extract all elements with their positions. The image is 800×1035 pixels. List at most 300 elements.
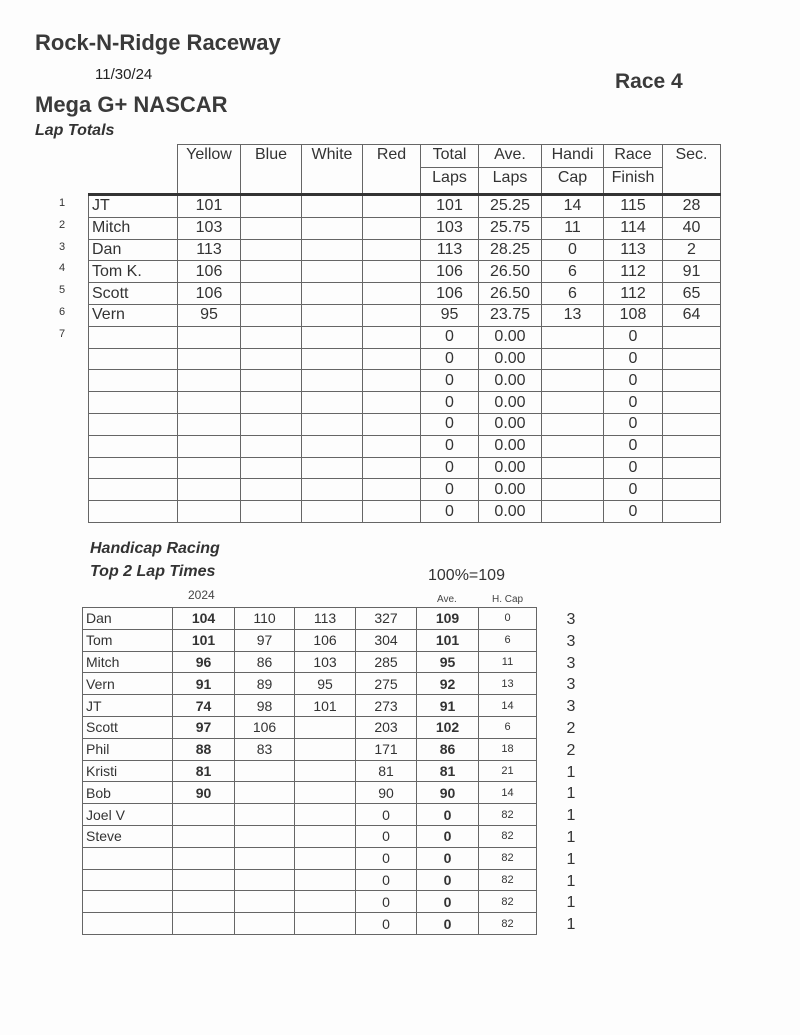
time-cell [173,804,235,826]
driver-cell: Tom K. [89,261,178,283]
row-number: 4 [58,262,66,275]
time-cell: 6 [479,629,537,651]
lap-cell [542,326,604,348]
time-cell: 96 [173,651,235,673]
handicap-row [83,825,537,847]
lap-cell [302,283,363,305]
hcap-label: H. Cap [492,594,524,605]
race-count: 3 [566,676,576,694]
row-number: 3 [58,240,66,253]
lap-cell [663,435,721,457]
time-cell: 101 [417,629,479,651]
lap-cell: 108 [604,304,663,326]
time-cell: 0 [417,913,479,935]
lap-cell [302,370,363,392]
time-cell: 86 [235,651,295,673]
time-cell [235,804,295,826]
lap-totals-row [89,435,721,457]
lap-cell: 0.00 [479,348,542,370]
lap-cell [178,479,241,501]
time-cell: 304 [356,629,417,651]
header-corner [89,145,178,195]
handicap-row [83,695,537,717]
handicap-row [83,804,537,826]
time-cell: 81 [417,760,479,782]
lap-cell [363,479,421,501]
lap-cell: 65 [663,283,721,305]
lap-cell: 0.00 [479,413,542,435]
lap-cell [663,370,721,392]
time-cell [295,782,356,804]
time-cell: 275 [356,673,417,695]
time-cell: 0 [417,847,479,869]
time-cell: 74 [173,695,235,717]
lap-totals-row [89,370,721,392]
handicap-row [83,608,537,630]
time-cell: 86 [417,738,479,760]
lap-cell: 106 [421,261,479,283]
racer-name-cell [83,913,173,935]
time-cell: 0 [356,847,417,869]
lap-cell: 0 [421,435,479,457]
driver-cell: Vern [89,304,178,326]
lap-cell [241,304,302,326]
race-count: 2 [566,719,576,737]
lap-cell [363,304,421,326]
lap-cell [363,261,421,283]
lap-cell: 115 [604,195,663,218]
racer-name-cell: Steve [83,825,173,847]
time-cell [295,825,356,847]
time-cell [235,891,295,913]
row-number: 1 [58,197,66,209]
race-count: 1 [566,763,576,781]
lap-cell [363,326,421,348]
lap-cell: 0 [604,326,663,348]
lap-cell: 0.00 [479,370,542,392]
col-race-finish: Race Finish [604,145,663,195]
race-count: 3 [566,698,576,716]
driver-cell [89,326,178,348]
lap-cell [363,283,421,305]
lap-cell [178,348,241,370]
time-cell: 89 [235,673,295,695]
lap-cell: 0 [421,348,479,370]
lap-cell: 14 [542,195,604,218]
race-number: Race 4 [615,70,683,93]
raceway-title: Rock-N-Ridge Raceway [35,30,281,55]
lap-cell: 91 [663,261,721,283]
lap-cell [542,348,604,370]
time-cell [173,891,235,913]
lap-cell [302,348,363,370]
lap-cell [302,217,363,239]
race-count: 3 [566,654,576,672]
lap-cell [363,457,421,479]
lap-cell: 11 [542,217,604,239]
lap-cell: 0 [604,348,663,370]
lap-cell [363,217,421,239]
lap-cell: 25.25 [479,195,542,218]
lap-totals-row [89,195,721,218]
lap-cell: 101 [178,195,241,218]
lap-cell [178,392,241,414]
row-number: 7 [58,327,66,340]
time-cell: 285 [356,651,417,673]
time-cell: 97 [173,716,235,738]
time-cell: 0 [417,869,479,891]
time-cell: 81 [356,760,417,782]
percent-baseline: 100%=109 [428,567,505,584]
lap-totals-row [89,501,721,523]
time-cell: 0 [356,825,417,847]
handicap-row [83,869,537,891]
time-cell: 0 [356,869,417,891]
time-cell [173,825,235,847]
col-white: White [302,145,363,195]
time-cell [173,913,235,935]
lap-cell [241,283,302,305]
lap-totals-header-row [89,145,721,195]
lap-cell: 0.00 [479,326,542,348]
lap-cell: 0.00 [479,501,542,523]
lap-cell: 23.75 [479,304,542,326]
lap-cell [542,435,604,457]
lap-cell [663,501,721,523]
time-cell: 0 [417,891,479,913]
lap-cell [302,413,363,435]
lap-totals-row [89,348,721,370]
lap-cell: 0 [421,479,479,501]
race-count: 3 [566,632,576,650]
racer-name-cell [83,847,173,869]
lap-cell: 106 [421,283,479,305]
lap-cell [241,326,302,348]
time-cell [235,913,295,935]
time-cell: 97 [235,629,295,651]
lap-cell [302,239,363,261]
time-cell [295,913,356,935]
lap-cell [302,326,363,348]
time-cell [295,716,356,738]
time-cell: 82 [479,869,537,891]
time-cell [235,825,295,847]
time-cell: 81 [173,760,235,782]
time-cell: 106 [235,716,295,738]
lap-cell [302,479,363,501]
time-cell: 90 [173,782,235,804]
lap-cell [302,435,363,457]
col-red: Red [363,145,421,195]
lap-cell: 0 [604,370,663,392]
time-cell: 91 [417,695,479,717]
lap-cell [241,435,302,457]
lap-cell [663,326,721,348]
time-cell: 0 [417,804,479,826]
time-cell: 90 [356,782,417,804]
handicap-row [83,782,537,804]
driver-cell [89,457,178,479]
lap-cell: 2 [663,239,721,261]
time-cell [235,869,295,891]
lap-cell: 0.00 [479,392,542,414]
time-cell: 0 [356,804,417,826]
time-cell: 113 [295,608,356,630]
driver-cell [89,479,178,501]
time-cell: 6 [479,716,537,738]
racer-name-cell: Phil [83,738,173,760]
lap-cell [302,304,363,326]
time-cell: 109 [417,608,479,630]
lap-cell [178,413,241,435]
lap-totals-row [89,413,721,435]
lap-cell: 64 [663,304,721,326]
lap-totals-row [89,283,721,305]
handicap-row [83,891,537,913]
lap-cell: 0 [604,392,663,414]
time-cell: 95 [295,673,356,695]
lap-cell [241,370,302,392]
handicap-row [83,847,537,869]
driver-cell: Dan [89,239,178,261]
race-count: 1 [566,807,576,825]
racer-name-cell: Kristi [83,760,173,782]
racer-name-cell [83,869,173,891]
lap-cell: 0 [421,501,479,523]
lap-cell [302,457,363,479]
col-blue: Blue [241,145,302,195]
time-cell: 106 [295,629,356,651]
race-date: 11/30/24 [95,66,153,83]
handicap-row [83,913,537,935]
handicap-row [83,716,537,738]
lap-cell [663,457,721,479]
race-count-column [560,609,582,936]
race-count: 1 [566,850,576,868]
lap-cell: 0 [604,413,663,435]
lap-cell: 113 [421,239,479,261]
lap-totals-row [89,261,721,283]
lap-cell [542,370,604,392]
time-cell [295,760,356,782]
time-cell [173,847,235,869]
driver-cell [89,435,178,457]
racer-name-cell: Bob [83,782,173,804]
lap-totals-row [89,392,721,414]
racer-name-cell: Mitch [83,651,173,673]
lap-cell [363,392,421,414]
race-count: 3 [566,611,576,628]
lap-cell: 106 [178,283,241,305]
racer-name-cell: JT [83,695,173,717]
time-cell: 91 [173,673,235,695]
lap-cell: 0 [421,392,479,414]
time-cell: 203 [356,716,417,738]
lap-cell: 95 [178,304,241,326]
lap-cell [302,261,363,283]
lap-cell [178,435,241,457]
time-cell: 171 [356,738,417,760]
lap-totals-table [88,144,721,523]
driver-cell: Scott [89,283,178,305]
time-cell [295,738,356,760]
lap-totals-heading: Lap Totals [35,122,115,139]
lap-cell [302,392,363,414]
time-cell: 82 [479,825,537,847]
time-cell: 0 [356,913,417,935]
time-cell: 92 [417,673,479,695]
time-cell: 88 [173,738,235,760]
row-number: 6 [58,305,66,318]
lap-cell [241,239,302,261]
lap-cell [363,501,421,523]
lap-cell: 6 [542,261,604,283]
lap-cell [363,413,421,435]
lap-cell: 0.00 [479,479,542,501]
lap-cell: 113 [604,239,663,261]
lap-cell [241,479,302,501]
time-cell: 273 [356,695,417,717]
time-cell [173,869,235,891]
lap-cell [663,392,721,414]
time-cell [295,804,356,826]
col-yellow: Yellow [178,145,241,195]
handicap-row [83,738,537,760]
driver-cell [89,370,178,392]
lap-cell [241,501,302,523]
time-cell [295,891,356,913]
time-cell: 110 [235,608,295,630]
time-cell: 18 [479,738,537,760]
time-cell: 82 [479,913,537,935]
racer-name-cell: Vern [83,673,173,695]
time-cell: 82 [479,804,537,826]
time-cell: 102 [417,716,479,738]
lap-cell: 28 [663,195,721,218]
time-cell: 104 [173,608,235,630]
lap-cell: 28.25 [479,239,542,261]
race-count: 1 [566,828,576,846]
driver-cell [89,348,178,370]
time-cell: 0 [417,825,479,847]
row-number: 2 [58,218,66,231]
race-count: 1 [566,916,576,934]
lap-cell [241,392,302,414]
time-cell: 95 [417,651,479,673]
lap-cell: 6 [542,283,604,305]
time-cell: 101 [295,695,356,717]
time-cell: 14 [479,695,537,717]
lap-cell: 103 [421,217,479,239]
lap-cell [178,326,241,348]
lap-cell [663,479,721,501]
time-cell: 327 [356,608,417,630]
lap-cell [542,392,604,414]
time-cell [295,847,356,869]
lap-cell [542,479,604,501]
row-number: 5 [58,284,66,297]
lap-cell: 26.50 [479,261,542,283]
lap-cell: 112 [604,261,663,283]
handicap-row [83,673,537,695]
lap-cell [363,239,421,261]
racer-name-cell: Joel V [83,804,173,826]
lap-cell: 0.00 [479,435,542,457]
lap-cell [363,348,421,370]
lap-totals-row [89,457,721,479]
time-cell: 13 [479,673,537,695]
lap-cell [241,348,302,370]
race-count: 1 [566,872,576,890]
racer-name-cell: Dan [83,608,173,630]
lap-cell: 103 [178,217,241,239]
lap-cell [178,501,241,523]
col-total-laps: Total Laps [421,145,479,195]
row-numbers [55,193,69,346]
lap-cell: 0 [421,413,479,435]
lap-cell: 40 [663,217,721,239]
lap-cell [241,261,302,283]
handicap-table [82,607,537,935]
lap-totals-row [89,239,721,261]
handicap-row [83,629,537,651]
year-label: 2024 [188,588,215,602]
lap-cell [663,348,721,370]
lap-cell: 114 [604,217,663,239]
lap-totals-row [89,217,721,239]
lap-cell: 101 [421,195,479,218]
time-cell: 14 [479,782,537,804]
driver-cell: JT [89,195,178,218]
racer-name-cell [83,891,173,913]
driver-cell: Mitch [89,217,178,239]
lap-totals-row [89,304,721,326]
lap-cell [363,195,421,218]
lap-cell [241,217,302,239]
lap-cell [542,413,604,435]
lap-cell [363,370,421,392]
handicap-row [83,651,537,673]
driver-cell [89,413,178,435]
time-cell: 90 [417,782,479,804]
top-lap-times-heading: Top 2 Lap Times [90,563,216,580]
lap-cell [302,501,363,523]
lap-cell: 106 [178,261,241,283]
time-cell: 101 [173,629,235,651]
time-cell: 83 [235,738,295,760]
lap-cell: 26.50 [479,283,542,305]
driver-cell [89,501,178,523]
time-cell: 0 [479,608,537,630]
lap-cell: 13 [542,304,604,326]
lap-cell: 25.75 [479,217,542,239]
time-cell: 103 [295,651,356,673]
race-count: 1 [566,894,576,912]
handicap-row [83,760,537,782]
time-cell [235,847,295,869]
time-cell: 21 [479,760,537,782]
lap-totals-row [89,479,721,501]
lap-totals-row [89,326,721,348]
time-cell [235,782,295,804]
lap-cell: 0 [604,457,663,479]
lap-cell: 0 [421,370,479,392]
col-ave-laps: Ave. Laps [479,145,542,195]
lap-cell [178,457,241,479]
lap-cell: 113 [178,239,241,261]
time-cell: 11 [479,651,537,673]
col-seconds: Sec. [663,145,721,195]
